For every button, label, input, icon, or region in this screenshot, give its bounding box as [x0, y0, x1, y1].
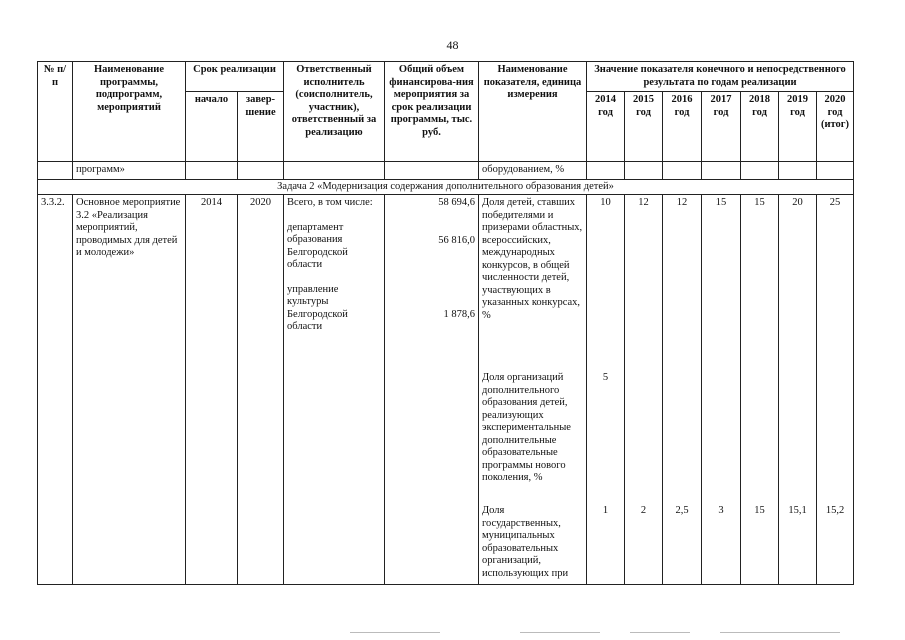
- header-year: 2018 год: [741, 92, 779, 162]
- header-year: 2014 год: [587, 92, 625, 162]
- continuation-row: [38, 162, 854, 180]
- measure-name: Основное мероприятие 3.2 «Реализация мероприятий, проводимых для детей и молодежи»: [73, 195, 186, 585]
- value: 15: [715, 197, 727, 208]
- header-start: начало: [186, 92, 238, 162]
- value: [705, 372, 737, 505]
- funding-culture-dept: 1 878,6: [443, 309, 475, 320]
- value: 12: [638, 197, 649, 208]
- header-end: завер-шение: [238, 92, 284, 162]
- header-values: Значение показателя конечного и непосредственного результата по годам реализации: [587, 62, 854, 92]
- year-2017-values: [702, 195, 741, 585]
- header-period: Срок реализации: [186, 62, 284, 92]
- page-number: 48: [446, 38, 459, 52]
- task-row: [38, 179, 854, 195]
- value: 25: [829, 197, 841, 208]
- executors-cell: [284, 195, 385, 585]
- year-2015-values: [625, 195, 663, 585]
- value: [666, 372, 698, 505]
- value: 15,2: [825, 505, 845, 516]
- header-name: Наименование программы, подпрограмм, мероприятий: [73, 62, 186, 162]
- indicator-experimental-programs: Доля организаций дополнительного образования детей, реализующих экспериментальные дополнительные образовательные программы нового поколения, %: [482, 372, 571, 483]
- funding-total: 58 694,6: [438, 197, 475, 208]
- funding-education-dept: 56 816,0: [438, 234, 475, 246]
- value: 2,5: [675, 505, 689, 516]
- funding-cell: [385, 195, 479, 585]
- header-year: 2017 год: [702, 92, 741, 162]
- value: [628, 372, 659, 505]
- value: 5: [602, 372, 609, 383]
- value: [782, 372, 813, 505]
- value: 15: [754, 505, 765, 516]
- executor-culture-dept: управление культуры Белгородской области: [287, 283, 348, 332]
- header-year: 2020 год (итог): [817, 92, 854, 162]
- year-2018-values: [741, 195, 779, 585]
- value: 15,1: [788, 505, 807, 516]
- header-funding: Общий объем финансирова-ния мероприятия за срок реализации программы, тыс. руб.: [385, 62, 479, 162]
- header-row-1: [38, 62, 854, 92]
- scan-edge-line: [520, 632, 600, 633]
- year-2020-values: [817, 195, 854, 585]
- continuation-name: программ»: [73, 162, 186, 180]
- scan-edge-line: [720, 632, 840, 633]
- year-2016-values: [663, 195, 702, 585]
- year-2019-values: [779, 195, 817, 585]
- main-row: [38, 195, 854, 585]
- program-table: [37, 61, 854, 585]
- value: [820, 372, 850, 505]
- continuation-indicator: оборудованием, %: [479, 162, 587, 180]
- end-year: 2020: [238, 195, 284, 585]
- scan-edge-line: [350, 632, 440, 633]
- scan-edge-line: [630, 632, 690, 633]
- header-executor: Ответственный исполнитель (соисполнитель, участник), ответственный за реализацию: [284, 62, 385, 162]
- value: 1: [602, 505, 609, 516]
- executor-education-dept: департамент образования Белгородской области: [287, 221, 348, 270]
- header-year: 2015 год: [625, 92, 663, 162]
- indicator-state-orgs: Доля государственных, муниципальных образовательных организаций, использующих при: [482, 505, 569, 579]
- start-year: 2014: [186, 195, 238, 585]
- header-indicator: Наименование показателя, единица измерения: [479, 62, 587, 162]
- value: 20: [792, 197, 803, 208]
- header-num: № п/п: [38, 62, 73, 162]
- value: 3: [718, 505, 724, 516]
- value: 15: [754, 197, 765, 208]
- row-number: 3.3.2.: [38, 195, 73, 585]
- header-year: 2016 год: [663, 92, 702, 162]
- task-title: Задача 2 «Модернизация содержания дополнительного образования детей»: [38, 179, 854, 195]
- value: 2: [640, 505, 647, 516]
- header-year: 2019 год: [779, 92, 817, 162]
- indicators-cell: [479, 195, 587, 585]
- indicator-winners-share: Доля детей, ставших победителями и призерами областных, всероссийских, международных конкурсов, в общей численности детей, участвующих в указанных конкурсах, %: [482, 197, 583, 321]
- value: [744, 372, 775, 505]
- executor-total: Всего, в том числе:: [287, 197, 373, 208]
- value: 10: [600, 197, 611, 208]
- year-2014-values: [587, 195, 625, 585]
- value: 12: [676, 197, 688, 208]
